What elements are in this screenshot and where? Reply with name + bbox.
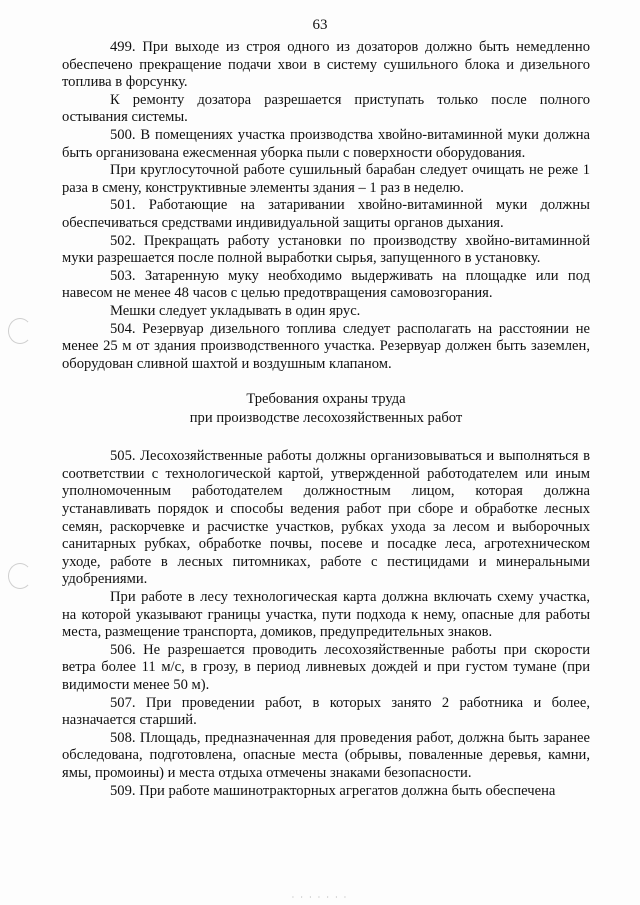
- section-heading-line-2: при производстве лесохозяйственных работ: [189, 410, 463, 427]
- paragraph-forest-map: При работе в лесу технологическая карта должна включать схему участка, на которой указывают границы участка, пути подхода к нему, опасные для работы места, размещение транспорта, домиков, предупредительных знаков.: [62, 589, 590, 641]
- paragraph-509: 509. При работе машинотракторных агрегатов должна быть обеспечена: [110, 782, 556, 799]
- paragraph-502: 502. Прекращать работу установки по производству хвойно-витаминной муки разрешается после полной выработки сырья, запущенного в установку.: [62, 232, 590, 267]
- paragraph-507: 507. При проведении работ, в которых занято 2 работника и более, назначается старший.: [62, 694, 590, 729]
- paragraph-505: 505. Лесохозяйственные работы должны организовываться и выполняться в соответствии с технологической картой, утвержденной работодателем или иным уполномоченным работодателем должностным лицом, которая должна устанавливать порядок и способы ведения работ при сборе и обработке лесных семян, раскорчевке и расчистке участков, рубках ухода за лесом и выборочных санитарных рубках, обработке почвы, посеве и посадке леса, агротехническом уходе, работе в лесных питомниках, работе с пестицидами и минеральными удобрениями.: [62, 448, 590, 588]
- paragraph-bags-stacking: Мешки следует укладывать в один ярус.: [110, 302, 361, 319]
- page-number: 63: [312, 17, 328, 33]
- paragraph-500: 500. В помещениях участка производства хвойно-витаминной муки должна быть организована ежесменная уборка пыли с поверхности оборудования.: [62, 126, 590, 161]
- section-heading-line-1: Требования охраны труда: [246, 391, 406, 408]
- paragraph-508: 508. Площадь, предназначенная для проведения работ, должна быть заранее обследована, подготовлена, опасные места (обрывы, поваленные деревья, камни, ямы, промоины) и места отдыха отмечены знаками безопасности.: [62, 729, 590, 781]
- section-heading: [62, 390, 590, 428]
- paragraph-504: 504. Резервуар дизельного топлива следует располагать на расстоянии не менее 25 м от здания производственного участка. Резервуар должен быть заземлен, оборудован сливной шахтой и воздушным клапаном.: [62, 320, 590, 372]
- binder-hole-mark: [8, 563, 32, 589]
- paragraph-503: 503. Затаренную муку необходимо выдерживать на площадке или под навесом не менее 48 часов с целью предотвращения самовозгорания.: [62, 267, 590, 302]
- paragraph-dispenser-repair: К ремонту дозатора разрешается приступать только после полного остывания системы.: [62, 91, 590, 126]
- binder-hole-mark: [8, 318, 32, 344]
- paragraph-drum-cleaning: При круглосуточной работе сушильный барабан следует очищать не реже 1 раза в смену, конструктивные элементы здания – 1 раз в неделю.: [62, 162, 590, 196]
- paragraph-501: 501. Работающие на затаривании хвойно-витаминной муки должны обеспечиваться средствами индивидуальной защиты органов дыхания.: [62, 197, 590, 231]
- paragraph-506: 506. Не разрешается проводить лесохозяйственные работы при скорости ветра более 11 м/с, в грозу, в период ливневых дождей и при густом тумане (при видимости менее 50 м).: [62, 641, 590, 693]
- scan-edge-mark: · · · · · · ·: [291, 893, 349, 902]
- document-body: [62, 39, 590, 800]
- paragraph-499: 499. При выходе из строя одного из дозаторов должно быть немедленно обеспечено прекращение подачи хвои в систему сушильного блока и дизельного топлива в форсунку.: [62, 39, 590, 91]
